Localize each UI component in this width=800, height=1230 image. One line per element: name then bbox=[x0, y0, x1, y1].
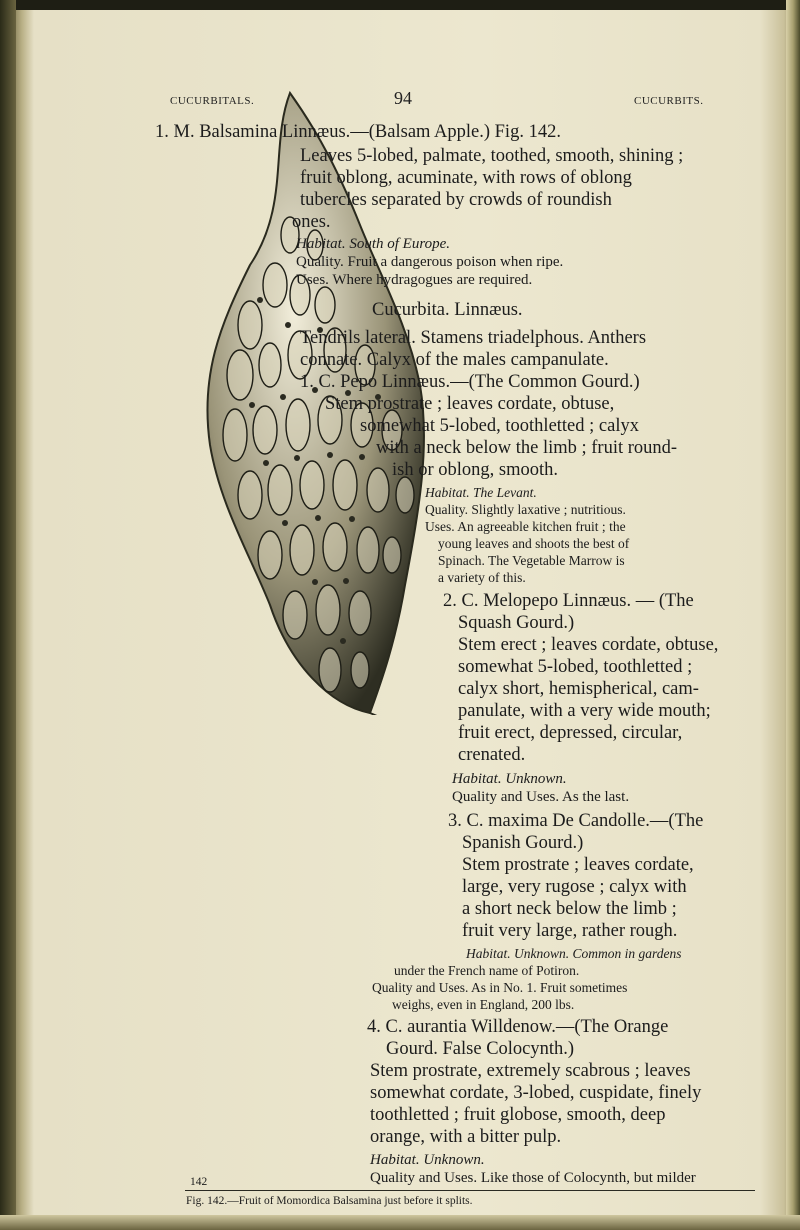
melopepo-line-4: panulate, with a very wide mouth; bbox=[458, 701, 711, 721]
pepo-uses-3: Spinach. The Vegetable Marrow is bbox=[438, 553, 625, 568]
running-header-left: CUCURBITALS. bbox=[170, 95, 255, 107]
maxima-line-2: large, very rugose ; calyx with bbox=[462, 877, 687, 897]
maxima-line-4: fruit very large, rather rough. bbox=[462, 921, 678, 941]
caption-rule bbox=[185, 1190, 755, 1191]
maxima-line-3: a short neck below the limb ; bbox=[462, 899, 677, 919]
aurantia-habitat: Habitat. Unknown. bbox=[370, 1152, 485, 1168]
maxima-line-1: Stem prostrate ; leaves cordate, bbox=[462, 855, 694, 875]
maxima-quality: Quality and Uses. As in No. 1. Fruit sometimes bbox=[372, 980, 628, 995]
aurantia-title: 4. C. aurantia Willdenow.—(The Orange bbox=[367, 1017, 669, 1037]
melopepo-line-2: somewhat 5-lobed, toothletted ; bbox=[458, 657, 693, 677]
maxima-quality-2: weighs, even in England, 200 lbs. bbox=[392, 997, 575, 1012]
pepo-uses-2: young leaves and shoots the best of bbox=[438, 536, 630, 551]
melopepo-title: 2. C. Melopepo Linnæus. — (The bbox=[443, 591, 694, 611]
pepo-quality: Quality. Slightly laxative ; nutritious. bbox=[425, 502, 626, 517]
running-header-right: CUCURBITS. bbox=[634, 95, 704, 107]
book-spine bbox=[0, 0, 16, 1230]
figure-caption: Fig. 142.—Fruit of Momordica Balsamina just before it splits. bbox=[186, 1195, 473, 1207]
melopepo-title-2: Squash Gourd.) bbox=[458, 613, 575, 633]
genus-line-1: Tendrils lateral. Stamens triadelphous. Anthers bbox=[300, 328, 647, 348]
balsamina-quality: Quality. Fruit a dangerous poison when ripe. bbox=[296, 254, 564, 270]
balsamina-title: 1. M. Balsamina Linnæus.—(Balsam Apple.) Fig. 142. bbox=[155, 122, 561, 142]
genus-line-2: connate. Calyx of the males campanulate. bbox=[300, 350, 609, 370]
maxima-title: 3. C. maxima De Candolle.—(The bbox=[448, 811, 704, 831]
pepo-line-3: with a neck below the limb ; fruit round- bbox=[376, 438, 678, 458]
melopepo-line-6: crenated. bbox=[458, 745, 526, 765]
maxima-title-2: Spanish Gourd.) bbox=[462, 833, 584, 853]
pepo-title: 1. C. Pepo Linnæus.—(The Common Gourd.) bbox=[300, 372, 640, 392]
melopepo-quality: Quality and Uses. As the last. bbox=[452, 789, 630, 805]
figure-number: 142 bbox=[190, 1176, 208, 1188]
aurantia-line-3: toothletted ; fruit globose, smooth, deep bbox=[370, 1105, 666, 1125]
balsamina-line-2: fruit oblong, acuminate, with rows of oblong bbox=[300, 168, 632, 188]
melopepo-habitat: Habitat. Unknown. bbox=[452, 771, 567, 787]
maxima-habitat-2: under the French name of Potiron. bbox=[394, 963, 580, 978]
balsamina-uses: Uses. Where hydragogues are required. bbox=[296, 272, 533, 288]
pepo-habitat: Habitat. The Levant. bbox=[425, 485, 537, 500]
melopepo-line-3: calyx short, hemispherical, cam- bbox=[458, 679, 699, 699]
scan-top-edge bbox=[0, 0, 800, 10]
balsamina-line-3: tubercles separated by crowds of roundish bbox=[300, 190, 612, 210]
maxima-habitat: Habitat. Unknown. Common in gardens bbox=[466, 946, 682, 961]
melopepo-line-5: fruit erect, depressed, circular, bbox=[458, 723, 683, 743]
pepo-uses-4: a variety of this. bbox=[438, 570, 526, 585]
aurantia-line-1: Stem prostrate, extremely scabrous ; leaves bbox=[370, 1061, 691, 1081]
pepo-line-4: ish or oblong, smooth. bbox=[392, 460, 558, 480]
page-edge bbox=[786, 0, 800, 1230]
balsamina-line-4: ones. bbox=[292, 212, 331, 232]
pepo-uses-1: Uses. An agreeable kitchen fruit ; the bbox=[425, 519, 626, 534]
pepo-line-1: Stem prostrate ; leaves cordate, obtuse, bbox=[325, 394, 615, 414]
balsamina-habitat: Habitat. South of Europe. bbox=[296, 236, 451, 252]
balsamina-line-1: Leaves 5-lobed, palmate, toothed, smooth, shining ; bbox=[300, 146, 684, 166]
aurantia-line-2: somewhat cordate, 3-lobed, cuspidate, finely bbox=[370, 1083, 702, 1103]
aurantia-line-4: orange, with a bitter pulp. bbox=[370, 1127, 562, 1147]
page-number: 94 bbox=[394, 88, 412, 108]
genus-heading: Cucurbita. Linnæus. bbox=[372, 300, 523, 320]
melopepo-line-1: Stem erect ; leaves cordate, obtuse, bbox=[458, 635, 719, 655]
aurantia-quality: Quality and Uses. Like those of Colocynth, but milder bbox=[370, 1170, 696, 1186]
pepo-line-2: somewhat 5-lobed, toothletted ; calyx bbox=[360, 416, 639, 436]
aurantia-title-2: Gourd. False Colocynth.) bbox=[386, 1039, 575, 1059]
scan-bottom-edge bbox=[0, 1215, 800, 1230]
